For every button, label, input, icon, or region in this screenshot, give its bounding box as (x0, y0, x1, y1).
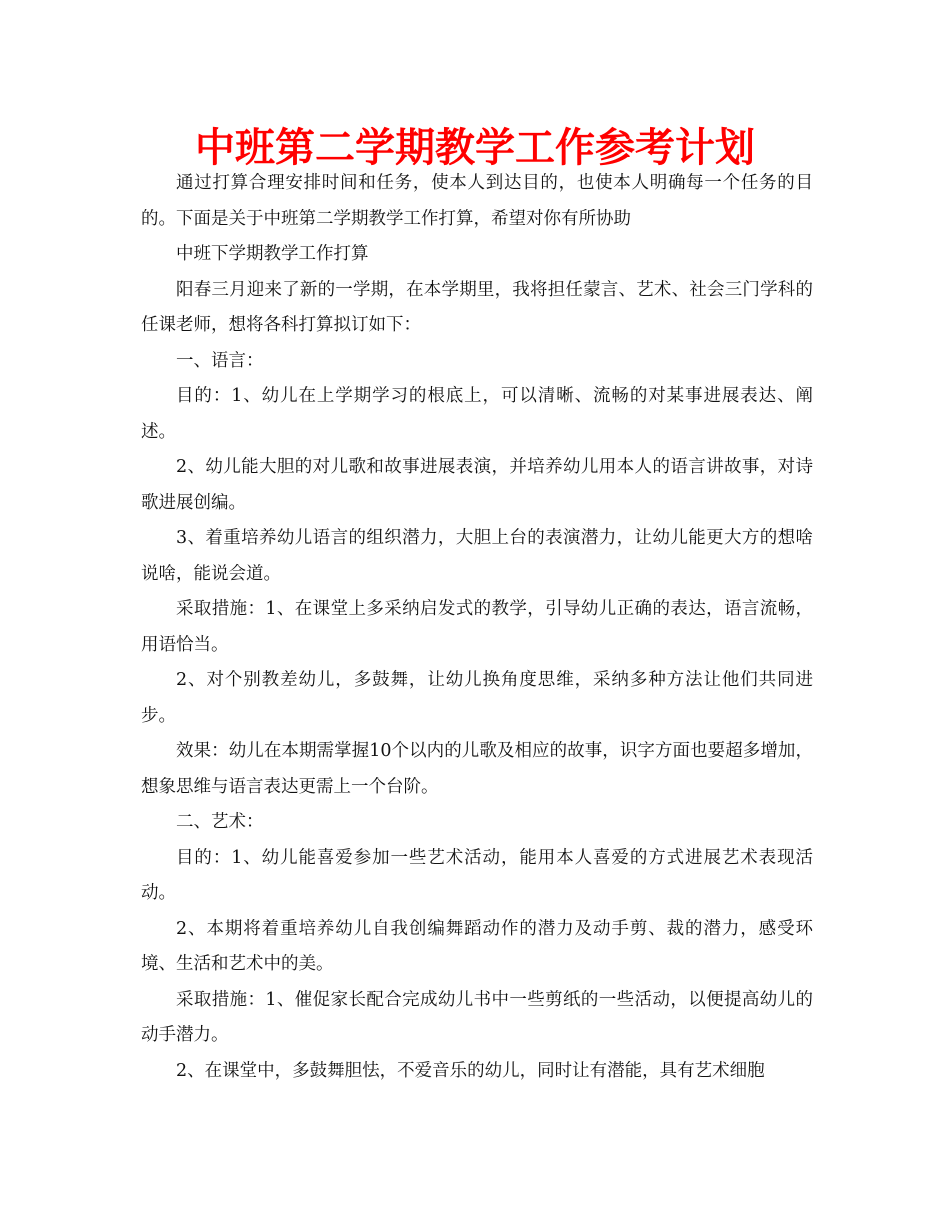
paragraph-intro: 通过打算合理安排时间和任务，使本人到达目的，也使本人明确每一个任务的目的。下面是关于中班第二学期教学工作打算，希望对你有所协助 (141, 173, 813, 229)
document-title: 中班第二学期教学工作参考计划 (195, 125, 755, 171)
paragraph-subtitle: 中班下学期教学工作打算 (176, 244, 369, 264)
paragraph-art-measure-2: 2、在课堂中，多鼓舞胆怯，不爱音乐的幼儿，同时让有潜能，具有艺术细胞 (176, 1060, 765, 1081)
paragraph-language-effect: 效果：幼儿在本期需掌握10个以内的儿歌及相应的故事，识字方面也要超多增加，想象思维与语言表达更需上一个台阶。 (141, 741, 813, 797)
paragraph-art-measure-1: 采取措施：1、催促家长配合完成幼儿书中一些剪纸的一些活动，以便提高幼儿的动手潜力。 (141, 989, 813, 1045)
paragraph-art-goal-2: 2、本期将着重培养幼儿自我创编舞蹈动作的潜力及动手剪、裁的潜力，感受环境、生活和艺术中的美。 (141, 918, 813, 974)
paragraph-language-measure-1: 采取措施：1、在课堂上多采纳启发式的教学，引导幼儿正确的表达，语言流畅，用语恰当。 (141, 599, 813, 655)
paragraph-language-goal-3: 3、着重培养幼儿语言的组织潜力，大胆上台的表演潜力，让幼儿能更大方的想啥说啥，能说会道。 (141, 528, 813, 584)
paragraph-art-goal-1: 目的：1、幼儿能喜爱参加一些艺术活动，能用本人喜爱的方式进展艺术表现活动。 (141, 847, 813, 903)
paragraph-language-goal-2: 2、幼儿能大胆的对儿歌和故事进展表演，并培养幼儿用本人的语言讲故事，对诗歌进展创编。 (141, 457, 813, 513)
paragraph-language-goal-1: 目的：1、幼儿在上学期学习的根底上，可以清晰、流畅的对某事进展表达、阐述。 (141, 386, 813, 442)
paragraph-language-measure-2: 2、对个别教差幼儿，多鼓舞，让幼儿换角度思维，采纳多种方法让他们共同进步。 (141, 670, 813, 726)
document-body (141, 166, 813, 1089)
section-heading-language: 一、语言： (176, 350, 264, 371)
paragraph-opening: 阳春三月迎来了新的一学期，在本学期里，我将担任蒙言、艺术、社会三门学科的任课老师，想将各科打算拟订如下： (141, 279, 813, 335)
section-heading-art: 二、艺术： (176, 812, 264, 832)
